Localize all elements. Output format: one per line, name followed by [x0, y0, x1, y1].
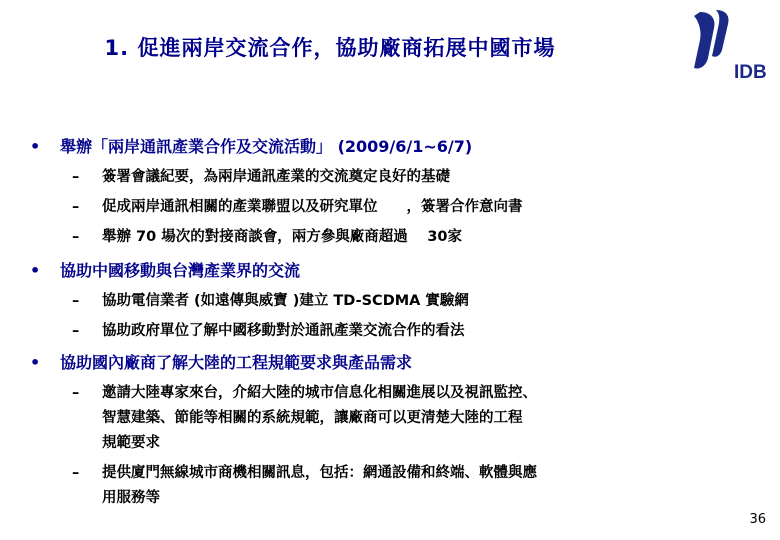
- sub-marker: –: [72, 323, 80, 339]
- bullet-marker: •: [30, 353, 41, 372]
- sub-text: 邀請大陸專家來台，介紹大陸的城市信息化相關進展以及視訊監控、: [102, 385, 537, 401]
- sub-marker: –: [72, 385, 80, 401]
- bullet-item: [30, 134, 472, 157]
- sub-text: 簽署會議紀要，為兩岸通訊產業的交流奠定良好的基礎: [102, 169, 450, 185]
- idb-logo: [690, 6, 776, 86]
- sub-item: [72, 225, 462, 246]
- page-number: 36: [749, 512, 766, 527]
- sub-item: [72, 381, 537, 456]
- bullet-text: 舉辦「兩岸通訊產業合作及交流活動」 (2009/6/1~6/7): [60, 137, 473, 156]
- sub-marker: –: [72, 465, 80, 481]
- sub-text-continuation: 智慧建築、節能等相關的系統規範，讓廠商可以更清楚大陸的工程: [102, 410, 523, 426]
- bullet-marker: •: [30, 261, 41, 280]
- bullet-text: 協助中國移動與台灣產業界的交流: [60, 261, 301, 280]
- sub-marker: –: [72, 293, 80, 309]
- sub-marker: –: [72, 169, 80, 185]
- sub-text: 舉辦 70 場次的對接商談會，兩方參與廠商超過 30家: [102, 229, 462, 245]
- slide-title: 1. 促進兩岸交流合作，協助廠商拓展中國市場: [104, 36, 556, 60]
- sub-text: 促成兩岸通訊相關的產業聯盟以及研究單位 ，簽署合作意向書: [102, 199, 523, 215]
- sub-item: [72, 319, 465, 340]
- sub-item: [72, 165, 450, 186]
- bullet-item: [30, 258, 300, 281]
- sub-text: 協助政府單位了解中國移動對於通訊產業交流合作的看法: [102, 323, 465, 339]
- sub-item: [72, 195, 523, 216]
- logo-text: IDB: [734, 62, 767, 83]
- sub-marker: –: [72, 229, 80, 245]
- bullet-text: 協助國內廠商了解大陸的工程規範要求與產品需求: [60, 353, 413, 372]
- logo-arc-mark: [694, 12, 714, 69]
- sub-item: [72, 461, 537, 511]
- bullet-item: [30, 350, 412, 373]
- bullet-marker: •: [30, 137, 41, 156]
- logo-swoosh-mark: [712, 10, 729, 57]
- sub-text-continuation: 規範要求: [102, 435, 160, 451]
- sub-text: 提供廈門無線城市商機相關訊息，包括：網通設備和終端、軟體與應: [102, 465, 537, 481]
- sub-text-continuation: 用服務等: [102, 490, 160, 506]
- sub-item: [72, 289, 469, 310]
- sub-text: 協助電信業者 (如遠傳與威寶 )建立 TD-SCDMA 實驗網: [102, 293, 469, 309]
- sub-marker: –: [72, 199, 80, 215]
